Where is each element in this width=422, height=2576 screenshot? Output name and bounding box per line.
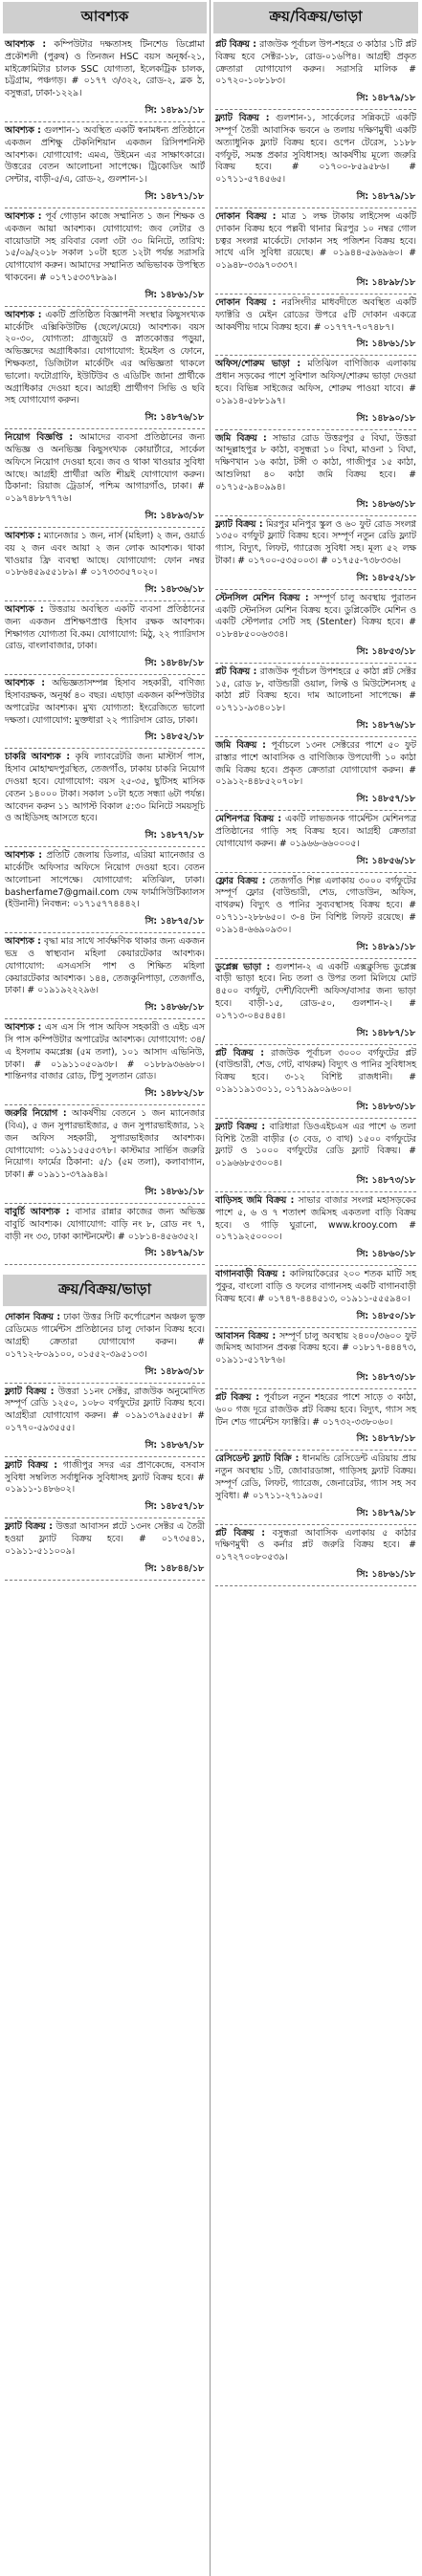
ad-body: পূর্বাচলে ১৩নং সেক্টরের পাশে ৫০ ফুট রাস্তার পাশে আবাসিক ও বাণিজ্যিক উপযোগী ১০ কাঠা জমি বিক্রয় হবে। প্রকৃত ক্রেতারা যোগাযোগ করুন। # ০১৯১২-৪৪৮৫২০৭০৮।	[215, 740, 416, 788]
ad-code: সি: ১৪৮৫৩/১৮	[356, 645, 415, 657]
ad-text	[211, 591, 421, 644]
ad-keyword: মেশিনপত্র বিক্রয় :	[215, 814, 282, 825]
ad-code: সি: ১৪৮৭৬/১৮	[144, 412, 204, 424]
ad-text	[211, 874, 421, 940]
ad-keyword: ফ্ল্যাট বিক্রয় :	[5, 1459, 57, 1471]
ad-divider	[215, 1118, 416, 1119]
ad-divider	[215, 872, 416, 873]
ad-body: বাসার রান্নার কাজের জন্য অভিজ্ঞ বাবুর্চি আবশ্যক। যোগাযোগ: বাড়ি নং ৮, রোড নং ৭, বাড়ী নং ৩৩, ঢাকা ক্যান্টনমেন্ট। # ০১৮১৪-৪৫৬৩৫২।	[5, 1206, 205, 1242]
ad-body: মিরপুর মনিপুর স্কুল ও ৬০ ফুট রোড সংলগ্ন ১৩৫০ বর্গফুট ফ্ল্যাট বিক্রয় হবে। সম্পূর্ণ নতুন রেডি ফ্ল্যাট গ্যাস, বিদ্যুৎ, লিফট, গ্যারেজ সুবিধা সহ। মূল্য ৫২ লক্ষ টাকা। # ০১৭০০-৫৩৫০০৩। # ০১৭৫৫-৭৩৮৩৩৬।	[215, 518, 417, 566]
ad-body: পূর্ব গোড়ান কাজে সম্মানিত ১ জন শিক্ষক ও একজন আয়া আবশ্যক। যোগাযোগ: জব লেটার ও বায়োডাটা সহ রবিবার বেলা ৩টা ৩০ মিনিটে, তারিখ: ১৫/০৯/২০১৮ সকাল ১০টা হতে ১২টা পর্যন্ত সরাসরি যোগাযোগ করুন। আমাদের সম্মানিত অভিভাবক উপস্থিত থাকবেন। # ০১৭১৫৩৩৭৮৯৯।	[5, 210, 205, 283]
classified-ad	[211, 1526, 421, 1586]
ad-keyword: বাগানবাড়ী বিক্রয় :	[215, 1269, 286, 1280]
ad-body: উত্তরা ১১নং সেক্টর, রাজউক অনুমোদিত সম্পূর্ণ রেডি ১২৫০, ১০৮০ বর্গফুটের ফ্ল্যাট বিক্রয় হবে। আগ্রহীরা যোগাযোগ করুন। # ০১৯১৩৭৯৫৫৫৮। # ০১৭৭০-৫৯৩৫৫৫।	[5, 1386, 205, 1433]
ad-text	[211, 357, 421, 410]
ad-divider	[215, 1450, 416, 1451]
ad-body: ম্যানেজার ১ জন, নার্স (মহিলা) ২ জন, ওয়ার্ড বয় ২ জন এবং আয়া ২ জন লোক আবশ্যক। থাকা খাওয়ার ফ্রি ব্যবস্থা আছে। যোগাযোগ: ফোন নম্বর ০১৮৬৪৫৯৫৫১৮৯। # ০১৭৩৩৩৫৭০২০।	[5, 530, 205, 579]
ad-body: রাজউক পূর্বাচল উপশহরে ৫ কাঠা প্লট সেক্টর ১৫, রোড ৮, বাউন্ডারী ওয়াল, লিফ্ট ও মিউটেশনসহ ৫ কাঠা প্লট বিক্রয় হবে। দাম আলোচনা সাপেক্ষে। # ০১৭১১-৯৩৪০১৮।	[215, 666, 416, 714]
ad-text	[0, 848, 210, 914]
ad-body: বসুন্ধরা আবাসিক এলাকায় ৫ কাঠার দক্ষিণমুখী ও কর্নার প্লট জরুরি বিক্রয় হবে। # ০১৭২৭০০৮০৫৩৯।	[215, 1527, 416, 1563]
ad-divider	[215, 736, 416, 737]
section-header: আবশ্যক	[3, 2, 207, 33]
ad-text	[0, 1205, 210, 1246]
ad-keyword: আবশ্যক :	[5, 210, 42, 222]
ad-keyword: রেসিডেন্ট ফ্ল্যাট বিক্রি :	[215, 1453, 300, 1465]
ad-code: সি: ১৪৮৯১/১৮	[356, 941, 415, 952]
ad-text	[0, 1310, 210, 1364]
ad-code: সি: ১৪৮৫২/১৮	[144, 731, 204, 743]
classified-ad	[0, 1519, 210, 1580]
ad-keyword: ফ্ল্যাট বিক্রয় :	[5, 1386, 55, 1397]
ad-keyword: চাকরি আবশ্যক :	[5, 752, 71, 763]
ad-body: গাজীপুর সদর এর প্রাণকেন্দ্রে, বসবাস সুবিধা সম্বলিত সর্বাধুনিক সুবিধাসহ ফ্ল্যাট বিক্রয় হবে। # ০১৯১১-১৪৮৬০২।	[5, 1459, 205, 1495]
ad-divider	[5, 428, 205, 429]
ad-keyword: ডুপ্লেক্স ভাড়া :	[215, 961, 271, 972]
ad-divider	[215, 810, 416, 811]
ad-body: এস এস সি পাস অফিস সহকারী ও এইচ এস সি পাস কম্পিউটার অপারেটর আবশ্যক। যোগাযোগ: ৩৪/এ ইসলাম কমপ্লেক্স (৫ম তলা), ১০১ আসাদ এভিনিউ, ঢাকা। # ০১৯১১০৫০৯৩৮। # ০১৮৮৯৩৬৬৮০। শান্তিনগর বাজার রোড, টিপু সুলতান রোড।	[5, 1022, 205, 1082]
ad-divider	[5, 932, 205, 933]
ad-divider	[215, 109, 416, 110]
ad-text	[211, 111, 421, 189]
ad-keyword: প্লট বিক্রয় :	[215, 1047, 264, 1059]
classified-ad	[211, 37, 421, 110]
ad-text	[211, 1526, 421, 1567]
ad-text	[0, 1106, 210, 1185]
ad-text	[211, 295, 421, 337]
ad-code: সি: ১৪৮৫০/১৮	[356, 1310, 415, 1321]
ad-keyword: আবশ্যক :	[5, 530, 41, 541]
ad-divider	[5, 121, 205, 122]
ad-body: মাত্র ১ লক্ষ টাকায় লাইসেন্স একটি দোকান বিক্রয় হবে পল্লবী থানার মিরপুর ১০ নম্বর গোল চত্বর সংলগ্ন মার্কেটে। দোকান সহ পজিশন বিক্রয় হবে। সাথে এসি সুবিধা রয়েছে। # ০১৯৪৪-৫৯৬৯৬০। # ০১৯৪৮-৩৩৯৭০৩৩৭।	[215, 210, 416, 272]
ad-divider	[5, 674, 205, 675]
ad-code: সি: ১৪৮৭৮/১৮	[356, 1433, 415, 1445]
ad-body: সম্পূর্ণ চালু অবস্থায় পুরাতন একটি স্টেনসিল মেশিন বিক্রয় হবে। ডুপ্লিকেটিং মেশিন ও একটি স্টেপলার সেটি সহ (Stenter) বিক্রয় হবে। # ০১৮৪৮৫০০৬৩৩৪।	[215, 592, 416, 641]
ad-code: সি: ১৪৮৬০/১৮	[356, 1249, 415, 1260]
ad-body: অভিজ্ঞতাসম্পন্ন হিসাব সহকারী, বাণিজ্য হিসাবরক্ষক, অনূর্ধ্ব ৪০ বছর। এছাড়া একজন কম্পিউটার অপারেটর আবশ্যক। মুখ্য যোগ্যতা: ইংরেজিতে ভালো দক্ষতা। যোগাযোগ: মুক্তধারা ২২ প্যারিদাস রোড, ঢাকা।	[5, 678, 205, 726]
ad-text	[0, 1020, 210, 1086]
ad-code: সি: ১৪৮৮৭/১৮	[356, 1027, 415, 1038]
ad-keyword: স্টেনসিল মেশিন বিক্রয় :	[215, 592, 309, 603]
ad-divider	[5, 846, 205, 847]
classified-ad	[211, 738, 421, 811]
ad-keyword: ফ্ল্যাট বিক্রয় :	[215, 113, 270, 124]
ad-text	[0, 1385, 210, 1438]
ad-code: সি: ১৪৮৭১/১৮	[144, 190, 204, 202]
ad-body: নরসিংদীর মাধবদীতে অবস্থিত একটি ফ্যাক্টরি ও মেইন রোডের উপরে ৫টি দোকান একত্রে আকর্ষণীয় দামে বিক্রয় হবে। # ০১৭৭৭-৭০৭৪৮৭।	[215, 296, 416, 333]
ad-code: সি: ১৪৮৯০/১৮	[356, 412, 415, 424]
ad-divider	[5, 1018, 205, 1019]
ad-text	[0, 750, 210, 828]
classified-ad	[0, 1458, 210, 1518]
ad-body: একটি লাভজনক গার্মেন্টস মেশিনপত্র প্রতিষ্ঠানের গাড়ি সহ বিক্রয় হবে। আগ্রহী ক্রেতারা যোগাযোগ করুন। # ০১৯৬৬-৬৬০০০৫।	[215, 814, 416, 849]
ad-body: উত্তরায় অবস্থিত একটি ব্যবসা প্রতিষ্ঠানের জন্য একজন প্রশিক্ষণপ্রাপ্ত হিসাব রক্ষক আবশ্যক। শিক্ষাগত যোগ্যতা বি.কম। যোগাযোগ: মিঠু, ২২ প্যারিদাস রোড, বাংলাবাজার, ঢাকা।	[5, 604, 205, 652]
ad-keyword: অফিস/শোরুম ভাড়া :	[215, 359, 301, 370]
classified-ad	[0, 1205, 210, 1265]
ad-divider	[215, 1585, 416, 1586]
ad-divider	[5, 1517, 205, 1518]
ad-text	[211, 738, 421, 792]
right-column	[211, 0, 421, 2576]
ad-list	[211, 37, 421, 1586]
ad-body: ধানমন্ডি রেসিডেন্ট এরিয়ায় প্রায় নতুন অবস্থায় ১টি, জোবারডাঙ্গা, গাড়িসহ ফ্ল্যাট বিক্রয়। সম্পূর্ণ রেডি, লিফট, গ্যারেজ, জেনারেটর, গ্যাস সহ সব সুবিধা। # ০১৭১১-২৭১৯০৫।	[215, 1453, 416, 1501]
ad-code: সি: ১৪৮৬১/১৮	[144, 1186, 204, 1197]
classified-ad	[211, 1120, 421, 1192]
ad-code: সি: ১৪৮৬১/১৮	[144, 289, 204, 300]
classified-ad	[211, 591, 421, 664]
ad-keyword: প্লট বিক্রয় :	[215, 1391, 259, 1403]
classified-ad	[211, 1452, 421, 1524]
ad-text	[0, 123, 210, 189]
ad-code: সি: ১৪৮৮২/১৮	[144, 1088, 204, 1100]
ad-text	[211, 1046, 421, 1100]
ad-keyword: প্লট বিক্রয় :	[215, 39, 256, 50]
ad-code: সি: ১৪৮৫৭/১৮	[144, 1501, 204, 1513]
classified-ad	[211, 1193, 421, 1266]
ad-divider	[215, 429, 416, 430]
ad-keyword: আবশ্যক :	[5, 850, 42, 862]
classified-ad	[0, 37, 210, 122]
ad-code: সি: ১৪৮৬১/১৮	[356, 338, 415, 350]
ad-code: সি: ১৪৮৭৯/১৮	[356, 93, 415, 104]
ad-code: সি: ১৪৮৫২/১৮	[356, 572, 415, 583]
ad-divider	[215, 1191, 416, 1192]
ad-body: ঢাকা উত্তর সিটি কর্পোরেশন অঞ্চল ভুক্ত রেডিমেড গার্মেন্টস প্রতিষ্ঠানের চালু দোকান বিক্রয় হবে। আগ্রহী ক্রেতারা যোগাযোগ করুন। # ০১৭১২-৮০৯১০০, ০১৫৫২-৩৯৫১০৩।	[5, 1312, 205, 1360]
ad-text	[0, 430, 210, 509]
ad-keyword: আবশ্যক :	[5, 124, 41, 136]
ad-code: সি: ১৪৮৭৯/১৮	[144, 1248, 204, 1259]
ad-code: সি: ১৪৮৭৭/১৮	[144, 830, 204, 841]
ad-code: সি: ১৪৮৯৩/১৮	[144, 510, 204, 521]
ad-code: সি: ১৪৮৭৩/১৮	[356, 1175, 415, 1186]
classified-ad	[0, 1385, 210, 1457]
classified-ad	[211, 1329, 421, 1389]
ad-divider	[5, 527, 205, 528]
ad-divider	[5, 1104, 205, 1105]
classified-ad	[0, 1106, 210, 1204]
ad-text	[0, 308, 210, 410]
ad-divider	[215, 355, 416, 356]
ad-text	[0, 209, 210, 288]
ad-code: সি: ১৪৮৫৭/১৮	[356, 794, 415, 805]
classified-ad	[0, 1310, 210, 1383]
ad-keyword: দোকান বিক্রয় :	[5, 1312, 61, 1323]
ad-keyword: দোকান বিক্রয় :	[215, 210, 277, 222]
ad-keyword: আবশ্যক :	[5, 678, 45, 689]
ad-code: সি: ১৪৮৬১/১৮	[356, 1568, 415, 1580]
ad-body: গুলশান-১, সার্কেলের সন্নিকটে একটি সম্পূর্ণ তৈরী আবাসিক ভবনে ৬ তলায় দক্ষিণমুখী একটি অত্যাধুনিক ফ্ল্যাট বিক্রয় হবে। ওপেন টেরেস, ১১৮৮ বর্গফুট, সমস্ত প্রকার সুবিধাসহ। আকর্ষণীয় মূল্যে জরুরি বিক্রয় হবে। # ০১৭০০-৮৫৯৫৮৬। # ০১৭১১-৫৭৪৫৬৫।	[215, 113, 416, 186]
ad-code: সি: ১৪৮৮৩/১৮	[356, 1101, 415, 1112]
classified-ad	[0, 529, 210, 601]
ad-body: গুলশান-২ এ একটি এক্সক্লুসিভ ডুপ্লেক্স বাড়ী ভাড়া হবে। নিচ তলা ও উপর তলা মিলিয়ে মোট ৪৫০০ বর্গফুট, দেশী/বিদেশী অফিস/বাসার জন্য ভাড়া হবে। বাড়ী-১৫, রোড-৫০, গুলশান-২। # ০১৭১৩-০৪৫৪৫৪।	[215, 961, 416, 1021]
ad-text	[211, 1329, 421, 1370]
classified-ad	[211, 517, 421, 590]
ad-body: বৃদ্ধা মার সাথে সার্বক্ষণিক থাকার জন্য একজন ভদ্র ও স্বাস্থ্যবান মহিলা কেয়ারটেকার আবশ্যক। যোগাযোগ: এসএসসি পাশ ও শিক্ষিত মহিলা কেয়ারটেকার আবশ্যক। ১৪৪, তেজকুনিপাড়া, তেজগাঁও, ঢাকা। # ০১৯১৯২২২৯৬।	[5, 936, 205, 996]
ad-body: সাভার রোড উত্তরপুর ৫ বিঘা, উত্তরা আব্দুল্লাহপুর ৮ কাঠা, বসুন্ধরা ১০ বিঘা, মাওনা ১ বিঘা, দক্ষিণখান ১৬ কাঠা, টঙ্গী ৩ কাঠা, গাজীপুর ১৫ কাঠা, আশুলিয়া ৪০ কাঠা জমি বিক্রয় হবে। # ০১৭১৫-৯৪০৯৯৪।	[215, 432, 416, 492]
ad-text	[211, 1267, 421, 1308]
ad-body: কম্পিউটার দক্ষতাসহ টিনশেড ডিপ্লোমা প্রকৌশলী (পুরুষ) ও তিনজন HSC বয়স অনূর্ধ্ব-২১, মাইক্রোমিটার চালক SSC যোগ্যতা, ইলেকট্রিক চালক, চট্টগ্রাম, পঞ্চগড়। # ০১৭৭ ৩/৩২২, রোড-২, ব্লক ঠ, বসুন্ধরা, ঢাকা-১২২৯।	[5, 39, 205, 99]
ad-text	[211, 1452, 421, 1505]
ad-code: সি: ১৪৮৬৭/১৮	[144, 1439, 204, 1451]
classified-ad	[0, 1020, 210, 1105]
ad-code: সি: ১৪৮৭৯/১৮	[356, 1507, 415, 1518]
ad-code: সি: ১৪৮৪৪/১৮	[144, 1562, 204, 1574]
classified-ad	[211, 812, 421, 872]
ad-text	[0, 602, 210, 656]
ad-keyword: আবশ্যক :	[5, 936, 41, 948]
ad-divider	[215, 515, 416, 516]
ad-text	[211, 1390, 421, 1431]
section-header: ক্রয়/বিক্রয়/ভাড়া	[3, 1275, 207, 1306]
ad-keyword: দোকান বিক্রয় :	[215, 296, 277, 308]
ad-divider	[215, 1044, 416, 1045]
ad-divider	[215, 958, 416, 959]
ad-text	[211, 665, 421, 718]
ad-keyword: আবাসন বিক্রয় :	[215, 1330, 277, 1342]
ad-divider	[5, 1456, 205, 1457]
ad-divider	[5, 306, 205, 307]
ad-text	[211, 1120, 421, 1173]
ad-keyword: ফ্লোর বিক্রয় :	[215, 875, 266, 886]
ad-code: সি: ১৪৮৯৮/১৮	[356, 276, 415, 288]
classified-ad	[0, 430, 210, 528]
ad-code: সি: ১৪৮৭৬/১৮	[356, 720, 415, 731]
ad-text	[211, 209, 421, 275]
ad-body: মতিঝিল বাণিজ্যিক এলাকায় প্রধান সড়কের পাশে সুবিশাল অফিস/শোরুম ভাড়া দেওয়া হবে। বিভিন্ন সাইজের অফিস, শোরুম পাওয়া যাবে। # ০১৯১৪-৫৮৮১৯৭।	[215, 359, 416, 406]
ad-divider	[215, 589, 416, 590]
ad-keyword: জরুরি নিয়োগ :	[5, 1108, 67, 1120]
ad-keyword: প্লট বিক্রয় :	[215, 666, 257, 677]
ad-divider	[5, 1580, 205, 1581]
ad-divider	[5, 1383, 205, 1384]
ad-body: একটি প্রতিষ্ঠিত বিজ্ঞাপনী সংস্থার কিছুসংখ্যক মার্কেটিং এক্সিকিউটিভ (ছেলে/মেয়ে) আবশ্যক। বয়স ২০-৩০, যোগ্যতা: গ্রাজুয়েট ও স্নাতকোত্তর পড়ুয়া, অভিজ্ঞদের অগ্রাধিকার। যোগাযোগ: ইমেইল ও ফোনে, শিক্ষকতা, ডিজিটাল মার্কেটিং এর অভিজ্ঞতা থাকলে ভালো। ফটোগ্রাফি, ইউটিউব ও এডিটিং জানা প্রার্থীকে অগ্রাধিকার দেওয়া হবে। আগ্রহী প্রার্থীগণ সিভি ও ছবি সহ যোগাযোগ করুন।	[5, 309, 205, 406]
ad-code: সি: ১৪৮৫৬/১৮	[356, 855, 415, 866]
classified-ad	[211, 431, 421, 516]
classified-ad	[0, 676, 210, 749]
classified-ad	[211, 1390, 421, 1451]
classified-ad	[211, 665, 421, 737]
ad-text	[0, 1458, 210, 1499]
ad-text	[0, 529, 210, 582]
ad-keyword: আবশ্যক :	[5, 1022, 42, 1034]
section-header: ক্রয়/বিক্রয়/ভাড়া	[213, 2, 418, 33]
ad-divider	[215, 663, 416, 664]
ad-divider	[5, 748, 205, 749]
ad-keyword: বাবুর্চি আবশ্যক :	[5, 1206, 70, 1217]
classified-ad	[0, 123, 210, 208]
ad-code: সি: ১৪৮৪৮/১৮	[144, 658, 204, 669]
ad-list	[0, 37, 210, 1265]
ad-text	[211, 1193, 421, 1247]
ad-text	[0, 676, 210, 730]
ad-divider	[5, 1203, 205, 1204]
ad-divider	[215, 1388, 416, 1389]
ad-body: গুলশান-১ অবস্থিত একটি স্বনামধন্য প্রতিষ্ঠানে একজন প্রশিক্ষু টেকনিশিয়ান একজন রিসিপশনিস্ট আবশ্যক। যোগাযোগ: এমএ, উইমেন এর সাক্ষাৎকারে। উত্তরের বেতন আলোচনা সাপেক্ষে। ট্রিকোডিং আর্ট সেন্টার, বাড়ী-৫/এ, রোড-২, গুলশান-১।	[5, 124, 205, 186]
ad-text	[0, 37, 210, 103]
ad-text	[0, 1519, 210, 1561]
classified-ad	[211, 295, 421, 356]
ad-text	[0, 934, 210, 1000]
classified-ad	[211, 1267, 421, 1327]
ad-body: রাজউক পূর্বাচল ৩০০০ বর্গফুটের প্লট (বাউন্ডারী, শেড, গেট, বাথরুম) বিদ্যুৎ ও পানির সুবিধাসহ বিক্রয় হবে। ৩-১২ বিশিষ্ট রাজধানী। # ০১৯১১৯১৩০১১, ০১৭১৯৯০৯৬০০।	[215, 1047, 416, 1096]
ad-text	[211, 517, 421, 571]
ad-text	[211, 431, 421, 497]
classified-ad	[211, 1046, 421, 1119]
ad-keyword: নিয়োগ বিজ্ঞপ্তি :	[5, 432, 74, 444]
ad-divider	[215, 1265, 416, 1266]
ad-body: আমাদের ব্যবসা প্রতিষ্ঠানের জন্য অভিজ্ঞ ও অনভিজ্ঞ কিছুসংখ্যক কোয়ার্টারে, সার্কেল অফিসে নিয়োগ দেওয়া হবে। জব ও থাকা খাওয়ার সুবিধা আছে। আগ্রহী প্রার্থীরা অতি শীঘ্রই যোগাযোগ করুন। ঠিকানা: রিয়াজ ট্রেডার্স, পশ্চিম আগারগাঁও, ঢাকা। # ০১৯৭৪৮৮৭৭৭৬।	[5, 432, 205, 505]
ad-divider	[5, 1264, 205, 1265]
classified-ad	[211, 960, 421, 1045]
ad-divider	[215, 207, 416, 208]
ad-body: উত্তরা আবাসন প্লটে ১৩নং সেক্টর এ তৈরী হওয়া ফ্ল্যাট বিক্রয় হবে। # ০১৭৩৫৪১, ০১৯১১-৫১১০০৯।	[5, 1521, 205, 1557]
ad-code: সি: ১৪৮৭৫/১৮	[144, 916, 204, 928]
ad-body: প্রতিটি জেলায় ডিলার, এরিয়া ম্যানেজার ও মার্কেটিং অফিসার অফিসে নিয়োগ দেওয়া হবে। বেতন আলোচনা সাপেক্ষে। যোগাযোগ: মতিঝিল, ঢাকা। basherfame7@gmail.com ফেম ফার্মাসিউটিক্যালস (ইউনানী) নিবন্ধন: ০১৭১৫৭৭৪৪৪২।	[5, 850, 205, 910]
ad-code: সি: ১৪৮৭৩/১৮	[356, 1371, 415, 1383]
ad-code: সি: ১৪৮৯৩/১৮	[144, 1365, 204, 1377]
classified-ad	[211, 874, 421, 959]
ad-keyword: প্লট বিক্রয় :	[215, 1527, 266, 1539]
ad-body: কালিয়াকৈরের ২০০ শতক মাটি সহ পুকুর, বাংলো বাড়ি ও ফলের বাগানসহ একটি বাগানবাড়ী বিক্রয় হবে। # ০১৭৪৭-৪৪৪৫১৩, ০১৯১১-৫৫৫৯৪০।	[215, 1269, 416, 1304]
ad-divider	[215, 1327, 416, 1328]
ad-code: সি: ১৪৮৩৬/১৮	[144, 584, 204, 596]
ad-keyword: জমি বিক্রয় :	[215, 740, 266, 752]
ad-keyword: আবশ্যক :	[5, 309, 42, 320]
ad-keyword: আবশ্যক :	[5, 604, 44, 616]
classified-ad	[0, 308, 210, 429]
ad-text	[211, 812, 421, 853]
classified-ad	[211, 357, 421, 429]
ad-divider	[5, 207, 205, 208]
classified-ad	[0, 848, 210, 933]
ad-keyword: বাড়িসহ জমি বিক্রয় :	[215, 1195, 295, 1206]
ad-code: সি: ১৪৮৬৮/১৮	[144, 1002, 204, 1014]
ad-keyword: ফ্ল্যাট বিক্রয় :	[215, 1121, 266, 1132]
ad-body: তেজগাঁও শিল্প এলাকায় ৩০০০ বর্গফুটের সম্পূর্ণ ফ্লোর (বাউন্ডারী, শেড, গোডাউন, অফিস, বাথরুম) বিদ্যুৎ ও পানির সুব্যবস্থাসহ বিক্রয় হবে। # ০১৭১১-২৮৮৬৫০। ৩-৪ টন বিশিষ্ট লিফট রয়েছে। # ০১৯১৪-৬৬৯০৯৩০।	[215, 875, 417, 935]
ad-body: পূর্বাচল নতুন শহরের পাশে সাড়ে ৩ কাঠা, ৬০০ গজ দূরে রাজউক প্লট বিক্রয় হবে। বিদ্যুৎ, গ্যাস সহ টিন শেড গার্মেন্টস ফ্যাক্টরি। # ০১৭৩২-৩৩৮০৬০।	[215, 1391, 416, 1428]
classified-ad	[0, 209, 210, 307]
ad-divider	[5, 600, 205, 601]
classified-ad	[0, 934, 210, 1019]
ad-body: সাভার বাজার সংলগ্ন মহাসড়কের পাশে ৫, ৬ ও ৭ শতাংশ জমিসহ একতলা বাড়ি বিক্রয় হবে। ও গাড়ি ঘুরানো, www.krooy.com # ০১৭১৯২৫০০০০।	[215, 1195, 416, 1243]
classified-ad	[0, 750, 210, 847]
ad-text	[211, 960, 421, 1026]
ad-divider	[215, 1524, 416, 1525]
ad-code: সি: ১৪৮৭৯/১৮	[356, 190, 415, 202]
classified-ad	[0, 602, 210, 675]
ad-code: সি: ১৪৮৬৩/১৮	[356, 498, 415, 510]
ad-keyword: ফ্ল্যাট বিক্রয় :	[215, 518, 263, 530]
ad-keyword: আবশ্যক :	[5, 39, 47, 50]
ad-text	[211, 37, 421, 91]
ad-body: সম্পূর্ণ চালু অবস্থায় ২৪০০/৩৬০০ ফুট জমিসহ আবাসন প্রকল্প বিক্রয় হবে। # ০১৮১৭-৪৪৪৭৩, ০১৯১১-৫১৭৮৭৬।	[215, 1330, 416, 1366]
ad-body: কৃষি ল্যাবরেটরি জন্য মাস্টার্স পাস, হিসাব মোহাম্মদপুরস্থিত, তেজগাঁও, ঢাকায় চাকরি নিয়োগ দেওয়া হবে। যোগাযোগ: বয়স ২৫-৩৫, ছুটিসহ মাসিক বেতন ১৪০০০ টাকা। সকাল ১০টা হতে সন্ধ্যা ৬টা পর্যন্ত। আবেদন করুন ১১ আগস্ট বিকাল ৫:৩০ মিনিটে সময়সূচি ও আইডিসহ আসতে হবে।	[5, 752, 205, 824]
ad-divider	[215, 294, 416, 295]
ad-body: বারিধারা ডিওএইচএস এর পাশে ৬ তলা বিশিষ্ট তৈরী বাড়ীর (৩ বেড, ৩ বাথ) ১৫০০ বর্গফুটের ফ্ল্যাট ও ১০০০ বর্গফুটের রেডি ফ্ল্যাট বিক্রয়। # ০১৯৬৬৮৫৩০০৪।	[215, 1121, 416, 1169]
ad-body: রাজউক পূর্বাচল উপ-শহরে ৩ কাঠার ১টি প্লট বিক্রয় হবে সেক্টর-১৮, রোড-০১৬পি৪। আগ্রহী প্রকৃত ক্রেতারা যোগাযোগ করুন। সরাসরি মালিক # ০১৭২০-১০৮১৮৩।	[215, 39, 416, 87]
ad-keyword: জমি বিক্রয় :	[215, 432, 267, 444]
classified-ad	[211, 209, 421, 295]
ad-body: আকর্ষণীয় বেতনে ১ জন ম্যানেজার (বিএ), ৫ জন সুপারভাইজার, ৫ জন সুপারভাইজার, ১২ জন অফিস সহকারী, সুপারভাইজার আবশ্যক। যোগাযোগ: ০১৯১১৫৫৫৩৭৮। কাস্টমার সার্ভিস জরুরি নিয়োগ। ফার্মের ঠিকানা: ৫/১ (৫ম তলা), কলাবাগান, ঢাকা। # ০১৯১১-৩৭৯৯৪৯।	[5, 1108, 205, 1181]
ad-keyword: ফ্ল্যাট বিক্রয় :	[5, 1521, 53, 1533]
ad-code: সি: ১৪৮৯১/১৮	[144, 104, 204, 116]
ad-list	[0, 1310, 210, 1580]
classified-ad	[211, 111, 421, 208]
